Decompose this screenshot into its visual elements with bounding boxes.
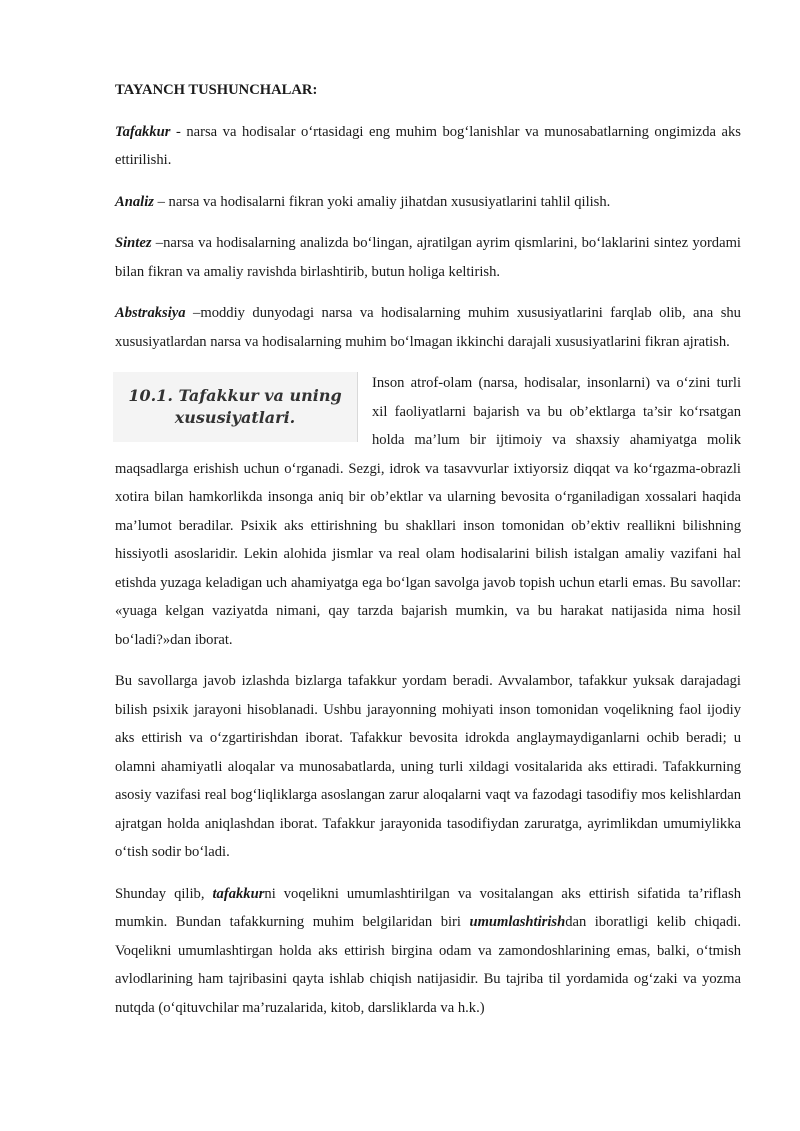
definition-separator: – bbox=[185, 305, 201, 321]
definition-sintez bbox=[115, 229, 741, 286]
definition-text: narsa va hodisalarni fikran yoki amaliy jihatdan xususiyatlarini tahlil qilish. bbox=[168, 193, 611, 210]
definition-text: narsa va hodisalar o‘rtasidagi eng muhim bog‘lanishlar va munosabatlarning ongimizda aks ettirilishi. bbox=[115, 123, 741, 168]
definition-term: Sintez bbox=[115, 235, 152, 251]
definition-term: Abstraksiya bbox=[115, 305, 186, 321]
definition-term: Analiz bbox=[115, 193, 154, 210]
section-heading-text: 10.1. Tafakkur va uning xususiyatlari. bbox=[128, 386, 342, 427]
definition-text: moddiy dunyodagi narsa va hodisalarning muhim xususiyatlarini farqlab olib, ana shu xususiyatlardan narsa va hodisalarning muhim bo‘lmagan ikkinchi darajali xususiyatlarini fikran ajratish. bbox=[115, 305, 741, 350]
definition-separator: – bbox=[153, 193, 169, 210]
section-title: TAYANCH TUSHUNCHALAR: bbox=[115, 82, 318, 98]
definition-separator: - bbox=[170, 123, 187, 140]
paragraph-text: Inson atrof-olam (narsa, hodisalar, insonlarni) va o‘zini turli xil faoliyatlarni bajarish va bu ob’ektlarga ta’sir ko‘rsatgan holda ma’lum bir ijtimoiy va shaxsiy ahamiyatga molik maqsadlarga erishish uchun o‘rganadi. Sezgi, idrok va tasavvurlar ixtiyorsiz diqqat va ko‘rgazma-obrazli xotira bilan hamkorlikda insonga aniq bir ob’ektlar va ularning bevosita o‘rganiladigan xossalari haqida ma’lumot beradilar. Psixik aks ettirishning bu shakllari inson tomonidan ob’ektiv reallikni bilishning hissiyotli asoslaridir. Lekin alohida jismlar va real olam hodisalarini bilish istalgan amaliy vazifani hal etishda yuzaga keladigan uch ahamiyatga ega bo‘lgan savolga javob topish uchun etarli emas. Bu savollar: «yuaga kelgan vaziyatda nimani, qay tarzda bajarish mumkin, va bu harakat natijasida nima hosil bo‘ladi?»dan iborat. bbox=[115, 375, 741, 648]
definition-separator: – bbox=[151, 235, 164, 251]
emphasized-term: umumlashtirish bbox=[469, 914, 566, 930]
body-paragraph-3 bbox=[115, 880, 741, 1023]
paragraph-text: Shunday qilib, bbox=[115, 885, 213, 902]
definition-analiz bbox=[115, 188, 741, 217]
body-paragraph-1 bbox=[115, 369, 741, 654]
section-heading-image bbox=[113, 372, 358, 442]
paragraph-text: ni voqelikni umumlashtirilgan va vositalangan aks ettirish sifatida ta’riflash mumkin. Bundan tafakkurning muhim belgilaridan biri bbox=[115, 885, 741, 930]
emphasized-term: tafakkur bbox=[212, 885, 265, 902]
definition-tafakkur bbox=[115, 118, 741, 175]
definition-text: narsa va hodisalarning analizda bo‘lingan, ajratilgan ayrim qismlarini, bo‘laklarini sintez yordami bilan fikran va amaliy ravishda birlashtirib, butun holiga keltirish. bbox=[115, 235, 741, 280]
body-paragraph-2: Bu savollarga javob izlashda bizlarga tafakkur yordam beradi. Avvalambor, tafakkur yuksak darajadagi bilish psixik jarayoni hisoblanadi. Ushbu jarayonning mohiyati inson tomonidan voqelikning faol ijodiy aks ettirish va o‘zgartirishdan iborat. Tafakkur bevosita idrokda anglaymaydiganlarni ochib beradi; u olamni ahamiyatli aloqalar va munosabatlarda, uning turli xildagi vositalarida aks ettiradi. Tafakkurning asosiy vazifasi real bog‘liqliklarga asoslangan zarur aloqalarni vaqt va fazodagi tasodifiy mos kelishlardan ajratgan holda aniqlashdan iborat. Tafakkur jarayonida tasodifiydan zaruratga, ayrimlikdan umumiylikka o‘tish sodir bo‘ladi. bbox=[115, 673, 741, 860]
paragraph-text: dan iboratligi kelib chiqadi. Voqelikni umumlashtirgan holda aks ettirish birgina odam va zamondoshlarining emas, balki, o‘tmish avlodlarining ham tajribasini qayta ishlab chiqish natijasidir. Bu tajriba til yordamida og‘zaki va yozma nutqda (o‘qituvchilar ma’ruzalarida, kitob, darsliklarda va h.k.) bbox=[115, 914, 741, 1016]
definition-term: Tafakkur bbox=[115, 123, 171, 140]
definition-abstraksiya bbox=[115, 299, 741, 356]
document-page bbox=[115, 76, 741, 1035]
